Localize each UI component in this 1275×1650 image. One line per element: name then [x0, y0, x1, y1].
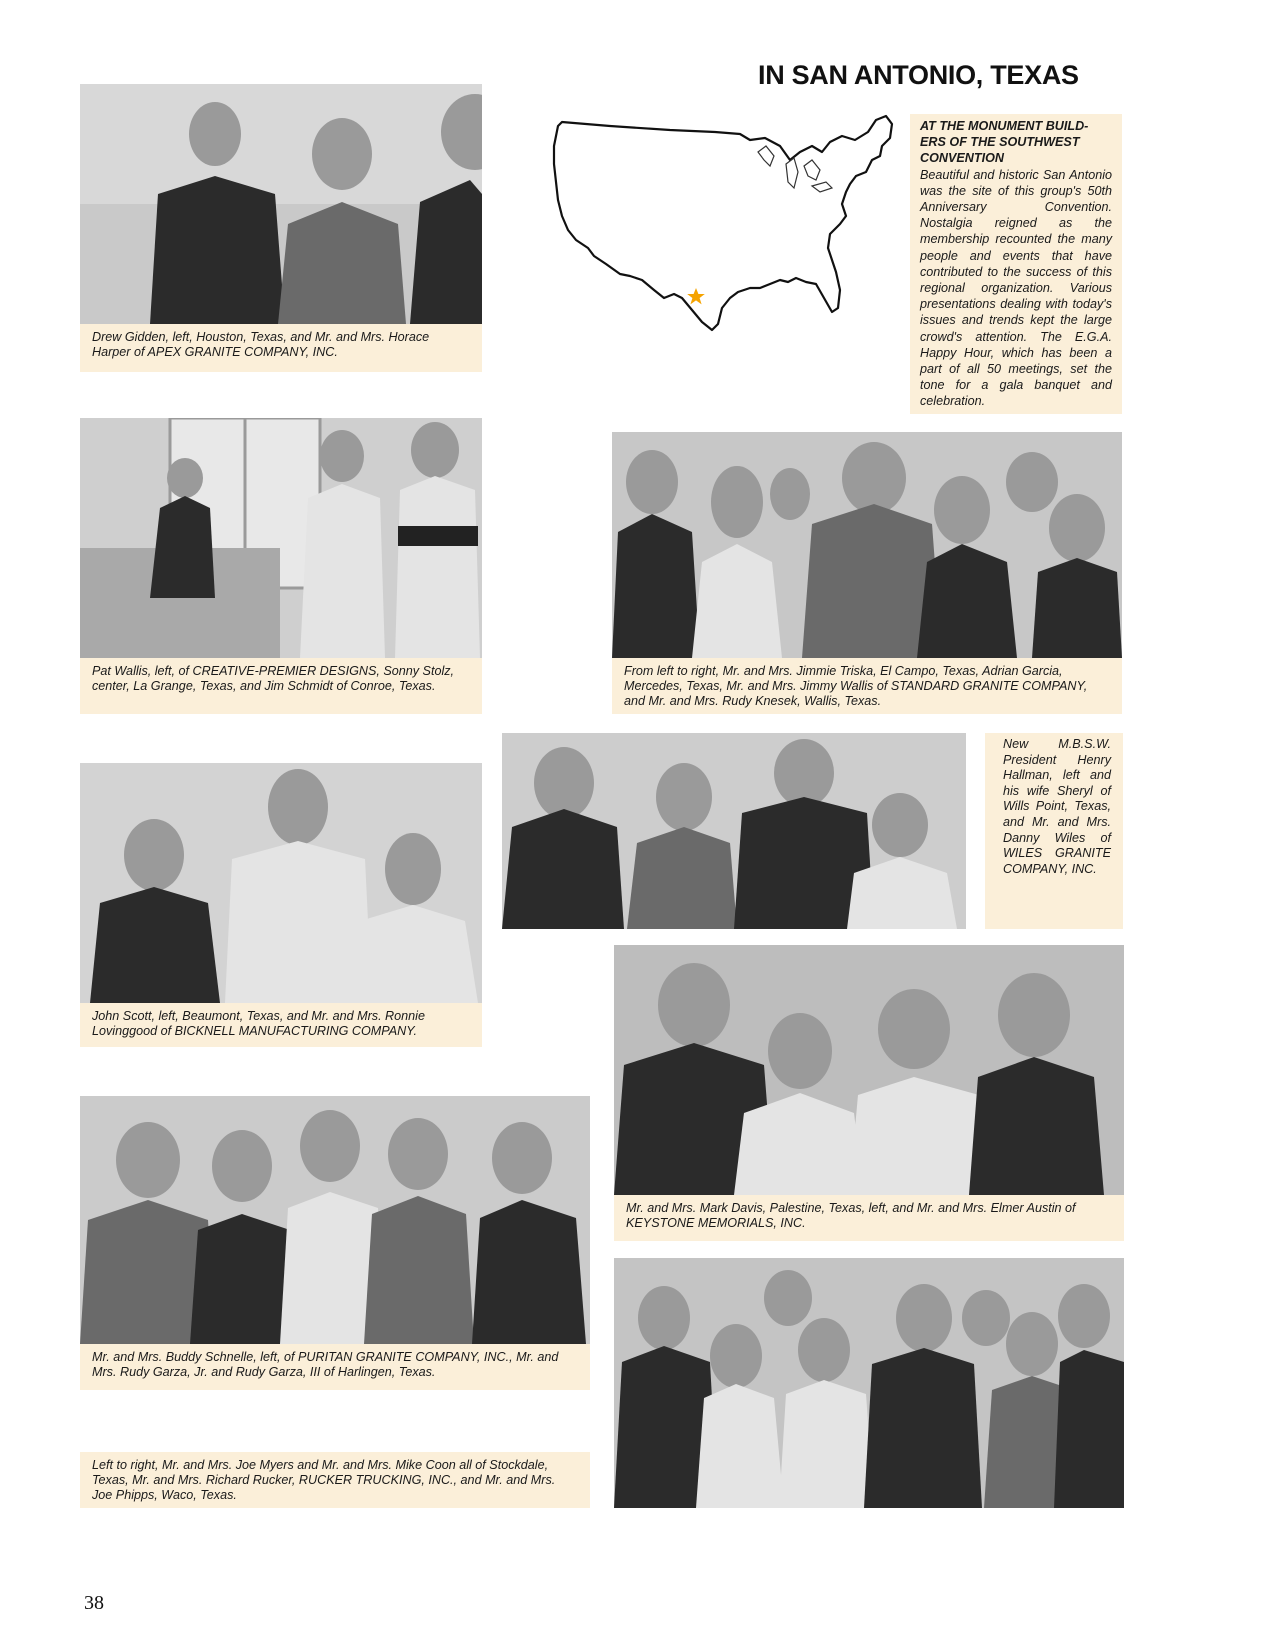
caption-hallman-box	[985, 733, 1123, 929]
photo-scott-lovinggood	[80, 763, 482, 1003]
convention-sidebar	[910, 114, 1122, 414]
star-icon	[687, 288, 705, 304]
page-headline: IN SAN ANTONIO, TEXAS	[758, 60, 1079, 90]
caption-scott: John Scott, left, Beaumont, Texas, and Mr. and Mrs. Ronnie Lovinggood of BICKNELL MANUFACTURING COMPANY.	[80, 1003, 482, 1047]
us-map-outline	[550, 112, 930, 352]
caption-wallis: Pat Wallis, left, of CREATIVE-PREMIER DESIGNS, Sonny Stolz, center, La Grange, Texas, and Jim Schmidt of Conroe, Texas.	[80, 658, 482, 714]
caption-hallman: New M.B.S.W. President Henry Hallman, left and his wife Sheryl of Wills Point, Texas, and Mr. and Mrs. Danny Wiles of WILES GRANITE COMPANY, INC.	[1003, 737, 1111, 876]
sidebar-body: Beautiful and historic San Antonio was the site of this group's 50th Anniversary Convention. Nostalgia reigned as the membership recounted the many people and events that have contributed to the success of this regional organization. Various presentations dealing with today's issues and trends kept the large crowd's attention. The E.G.A. Happy Hour, which has been a part of all 50 meetings, set the tone for a gala banquet and celebration.	[920, 167, 1112, 409]
caption-davis: Mr. and Mrs. Mark Davis, Palestine, Texas, left, and Mr. and Mrs. Elmer Austin of KEYSTONE MEMORIALS, INC.	[614, 1195, 1124, 1241]
us-map	[550, 112, 930, 352]
photo-gidden-harper	[80, 84, 482, 324]
caption-gidden: Drew Gidden, left, Houston, Texas, and Mr. and Mrs. Horace Harper of APEX GRANITE COMPANY, INC.	[80, 324, 482, 372]
caption-triska: From left to right, Mr. and Mrs. Jimmie Triska, El Campo, Texas, Adrian Garcia, Mercedes, Texas, Mr. and Mrs. Jimmy Wallis of STANDARD GRANITE COMPANY, and Mr. and Mrs. Rudy Knesek, Wallis, Texas.	[612, 658, 1122, 714]
page-number: 38	[84, 1592, 104, 1614]
caption-schnelle: Mr. and Mrs. Buddy Schnelle, left, of PURITAN GRANITE COMPANY, INC., Mr. and Mrs. Rudy Garza, Jr. and Rudy Garza, III of Harlingen, Texas.	[80, 1344, 590, 1390]
sidebar-title: AT THE MONUMENT BUILD-ERS OF THE SOUTHWEST CONVENTION	[920, 119, 1089, 166]
photo-myers-group	[614, 1258, 1124, 1508]
photo-schnelle-garza	[80, 1096, 590, 1344]
photo-hallman	[502, 733, 966, 929]
photo-triska-group	[612, 432, 1122, 658]
photo-davis-austin	[614, 945, 1124, 1195]
caption-myers: Left to right, Mr. and Mrs. Joe Myers and Mr. and Mrs. Mike Coon all of Stockdale, Texas, Mr. and Mrs. Richard Rucker, RUCKER TRUCKING, INC., and Mr. and Mrs. Joe Phipps, Waco, Texas.	[80, 1452, 590, 1508]
photo-wallis-stolz-schmidt	[80, 418, 482, 658]
